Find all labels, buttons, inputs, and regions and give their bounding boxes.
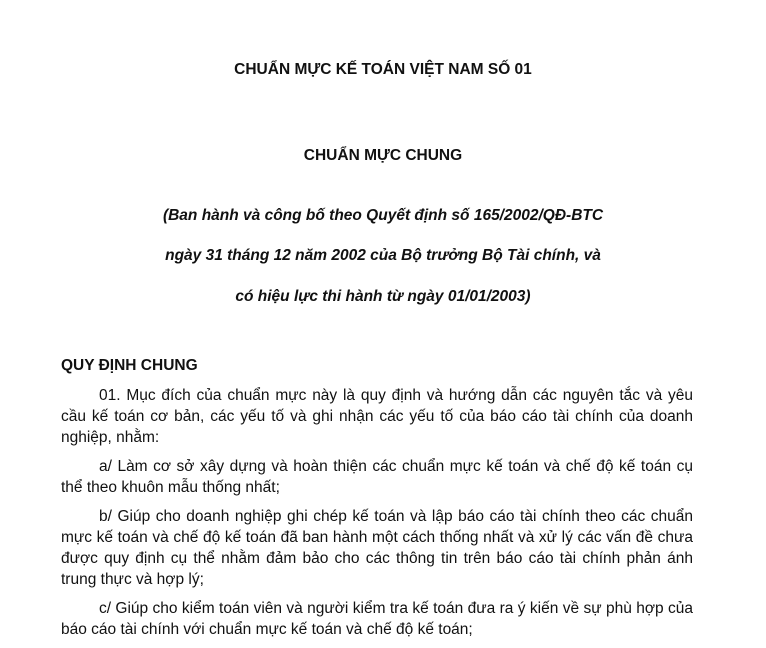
issuance-line-3: có hiệu lực thi hành từ ngày 01/01/2003) [235,288,531,305]
document-title: CHUẨN MỰC KẾ TOÁN VIỆT NAM SỐ 01 [234,61,532,78]
paragraph-a: a/ Làm cơ sở xây dựng và hoàn thiện các chuẩn mực kế toán và chế độ kế toán cụ thể theo khuôn mẫu thống nhất; [61,458,693,496]
section-heading: QUY ĐỊNH CHUNG [61,357,198,374]
paragraph-b: b/ Giúp cho doanh nghiệp ghi chép kế toán và lập báo cáo tài chính theo các chuẩn mực kế toán và chế độ kế toán đã ban hành một cách thống nhất và xử lý các vấn đề chưa được quy định cụ thể nhằm đảm bảo cho các thông tin trên báo cáo tài chính phản ánh trung thực và hợp lý; [61,508,693,588]
paragraph-01: 01. Mục đích của chuẩn mực này là quy định và hướng dẫn các nguyên tắc và yêu cầu kế toán cơ bản, các yếu tố và ghi nhận các yếu tố của báo cáo tài chính của doanh nghiệp, nhằm: [61,387,693,446]
issuance-line-2: ngày 31 tháng 12 năm 2002 của Bộ trưởng Bộ Tài chính, và [165,247,601,264]
paragraph-c: c/ Giúp cho kiểm toán viên và người kiểm tra kế toán đưa ra ý kiến về sự phù hợp của báo cáo tài chính với chuẩn mực kế toán và chế độ kế toán; [61,600,693,638]
issuance-line-1: (Ban hành và công bố theo Quyết định số 165/2002/QĐ-BTC [162,207,604,224]
document-subtitle: CHUẨN MỰC CHUNG [303,147,463,164]
document-body [61,385,693,648]
